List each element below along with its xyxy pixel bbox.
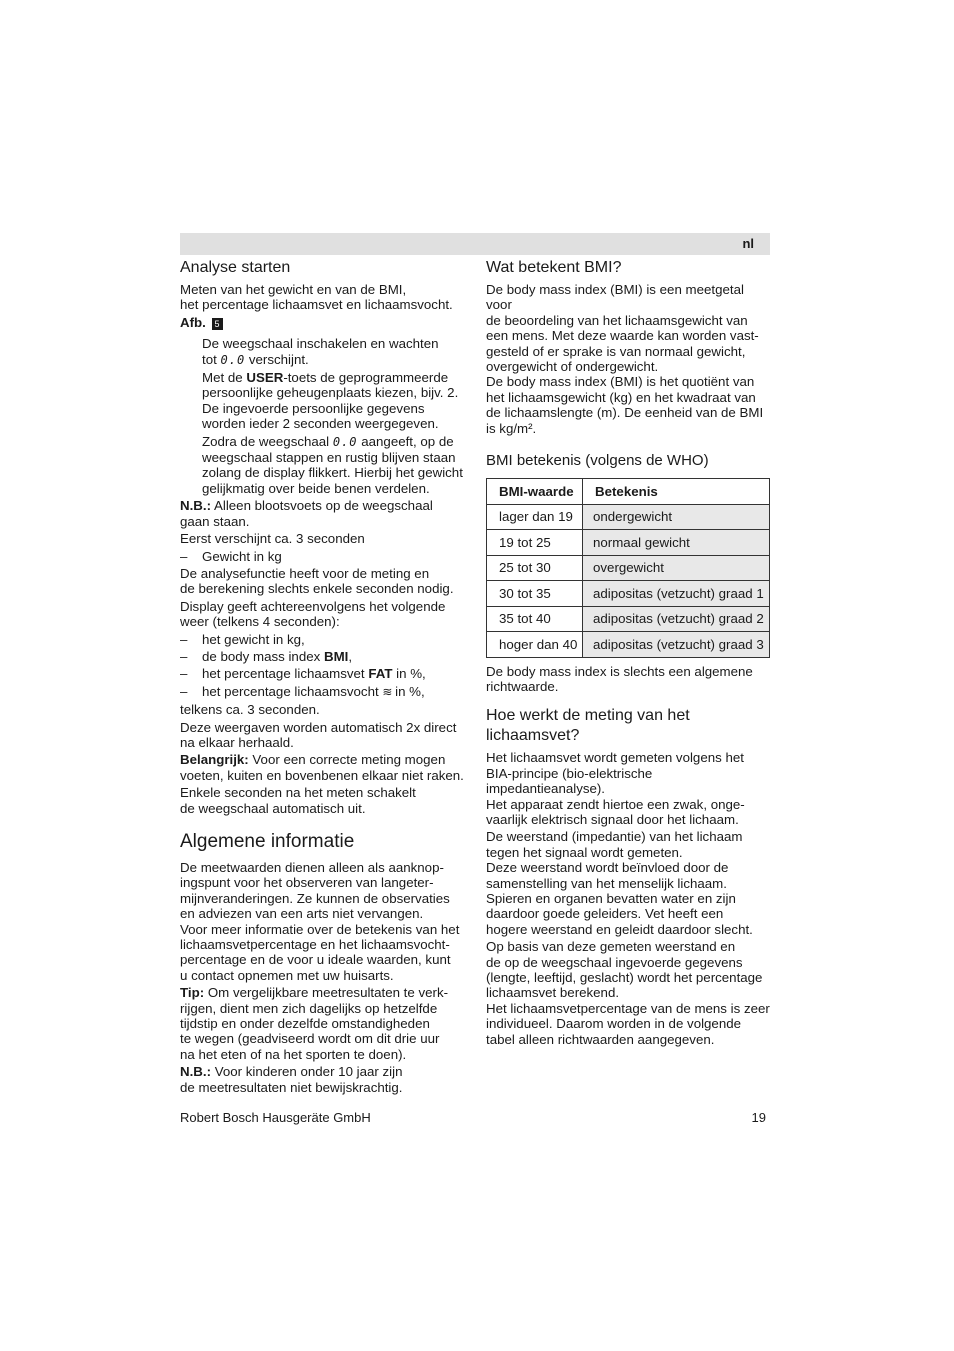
text-eerst: Eerst verschijnt ca. 3 seconden bbox=[180, 531, 365, 547]
table-cell: adipositas (vetzucht) graad 1 bbox=[583, 581, 770, 607]
table-cell: lager dan 19 bbox=[487, 504, 583, 530]
table-cell: adipositas (vetzucht) graad 3 bbox=[583, 632, 770, 658]
table-cell: ondergewicht bbox=[583, 504, 770, 530]
text-telkens: telkens ca. 3 seconden. bbox=[180, 702, 320, 718]
list-item-fat: – het percentage lichaamsvet FAT in %, bbox=[180, 666, 426, 682]
table-cell: normaal gewicht bbox=[583, 530, 770, 556]
list-item-gewicht: – Gewicht in kg bbox=[180, 548, 282, 564]
language-code: nl bbox=[742, 236, 754, 251]
text-display: Display geeft achtereenvolgens het volgende weer (telkens 4 seconden): bbox=[180, 598, 446, 630]
table-row bbox=[487, 581, 770, 607]
figure-reference: Afb. 5 bbox=[180, 315, 466, 330]
page-number: 19 bbox=[751, 1110, 766, 1125]
table-row bbox=[487, 632, 770, 658]
text-meting-2: De weerstand (impedantie) van het lichaam tegen het signaal wordt gemeten. Deze weerstand wordt beïnvloed door de samenstelling van het menselijk lichaam. Spieren en organen bevatten water en zijn daardoor goede geleiders. Vet heeft een hogere weerstand en geleidt daardoor slecht. bbox=[486, 829, 753, 937]
table-cell: hoger dan 40 bbox=[487, 632, 583, 658]
figure-number-badge: 5 bbox=[212, 318, 223, 330]
text-algemeen: De meetwaarden dienen alleen als aanknop- ingspunt voor het observeren van langeter- mijnveranderingen. Ze kunnen de observaties en adviezen van een arts niet vervangen. Voor meer informatie over de betekenis van het lichaamsvetpercentage en het lichaamsvocht- percentage en de voor u ideale waarden, kunt u contact opnemen met uw huisarts. bbox=[180, 860, 460, 983]
text-weergaven: Deze weergaven worden automatisch 2x direct na elkaar herhaald. bbox=[180, 719, 457, 750]
heading-algemene-informatie: Algemene informatie bbox=[180, 831, 355, 852]
table-cell: 35 tot 40 bbox=[487, 606, 583, 632]
table-row bbox=[487, 504, 770, 530]
heading-bmi-who: BMI betekenis (volgens de WHO) bbox=[486, 452, 709, 470]
table-cell: adipositas (vetzucht) graad 2 bbox=[583, 606, 770, 632]
text-meting-1: Het lichaamsvet wordt gemeten volgens het BIA-principe (bio-elektrische impedantieanalyse). Het apparaat zendt hiertoe een zwak, onge- vaarlijk elektrisch signaal door het lichaam. bbox=[486, 750, 745, 827]
column-header: BMI-waarde bbox=[487, 479, 583, 505]
list-item-water: – het percentage lichaamsvocht ≋ in %, bbox=[180, 683, 425, 699]
heading-wat-betekent-bmi: Wat betekent BMI? bbox=[486, 259, 622, 276]
text-bmi-note: De body mass index is slechts een algemene richtwaarde. bbox=[486, 663, 753, 694]
heading-analyse-starten: Analyse starten bbox=[180, 259, 291, 276]
note-barefoot: N.B.: Alleen blootsvoets op de weegschaal gaan staan. bbox=[180, 498, 433, 529]
intro-text: Meten van het gewicht en van de BMI, het percentage lichaamsvet en lichaamsvocht. bbox=[180, 282, 453, 313]
text-meting-3: Op basis van deze gemeten weerstand en de op de weegschaal ingevoerde gegevens (lengte, leeftijd, geslacht) wordt het percentage lichaamsvet berekend. Het lichaamsvetpercentage van de mens is zeer individueel. Daarom worden in de volgende tabel alleen richtwaarden aangegeven. bbox=[486, 939, 770, 1047]
heading-hoe-werkt-meting: Hoe werkt de meting van het lichaamsvet? bbox=[486, 707, 690, 745]
header-bar bbox=[180, 233, 770, 255]
table-cell: 25 tot 30 bbox=[487, 555, 583, 581]
left-column bbox=[180, 258, 466, 1097]
step-1: De weegschaal inschakelen en wachten tot 0.0 verschijnt. bbox=[202, 336, 439, 367]
user-key-label: USER bbox=[246, 370, 284, 386]
step-2: Met de USER-toets de geprogrammeerde persoonlijke geheugenplaats kiezen, bijv. 2. De ingevoerde persoonlijke gegevens worden ieder 2 seconden weergegeven. bbox=[202, 370, 459, 432]
right-column bbox=[486, 258, 771, 1049]
display-00-glyph: 0.0 bbox=[220, 352, 246, 367]
table-cell: overgewicht bbox=[583, 555, 770, 581]
table-cell: 30 tot 35 bbox=[487, 581, 583, 607]
water-waves-icon: ≋ bbox=[382, 684, 392, 699]
table-cell: 19 tot 25 bbox=[487, 530, 583, 556]
footer-company: Robert Bosch Hausgeräte GmbH bbox=[180, 1110, 371, 1125]
table-row bbox=[487, 555, 770, 581]
bmi-table bbox=[486, 478, 770, 658]
list-item-bmi: – de body mass index BMI, bbox=[180, 648, 353, 664]
text-bmi: De body mass index (BMI) is een meetgetal voor de beoordeling van het lichaamsgewicht van een mens. Met deze waarde kan worden vast- gesteld of er sprake is van normaal gewicht, overgewicht of ondergewicht. De body mass index (BMI) is het quotiënt van het lichaamsgewicht (kg) en het kwadraat van de lichaamslengte (m). De eenheid van de BMI is kg/m². bbox=[486, 282, 764, 436]
step-3: Zodra de weegschaal 0.0 aangeeft, op de weegschaal stappen en rustig blijven staan zolang de display flikkert. Hierbij het gewicht gelijkmatig over beide benen verdelen. bbox=[202, 433, 463, 496]
note-belangrijk: Belangrijk: Voor een correcte meting mogen voeten, kuiten en bovenbenen elkaar niet raken. bbox=[180, 752, 464, 783]
text-enkele: Enkele seconden na het meten schakelt de weegschaal automatisch uit. bbox=[180, 785, 416, 816]
text-analysefunctie: De analysefunctie heeft voor de meting en de berekening slechts enkele seconden nodig. bbox=[180, 565, 454, 597]
table-row bbox=[487, 530, 770, 556]
table-row bbox=[487, 606, 770, 632]
note-kinderen: N.B.: Voor kinderen onder 10 jaar zijn de meetresultaten niet bewijskrachtig. bbox=[180, 1064, 403, 1095]
list-item-kg: – het gewicht in kg, bbox=[180, 631, 305, 647]
column-header: Betekenis bbox=[583, 479, 770, 505]
table-header-row bbox=[487, 479, 770, 505]
note-tip: Tip: Om vergelijkbare meetresultaten te verk- rijgen, dient men zich dagelijks op hetzelfde tijdstip en onder dezelfde omstandigheden te wegen (geadviseerd wordt om dit drie uur na het eten of na het sporten te doen). bbox=[180, 985, 449, 1062]
display-00-glyph-2: 0.0 bbox=[332, 434, 358, 449]
